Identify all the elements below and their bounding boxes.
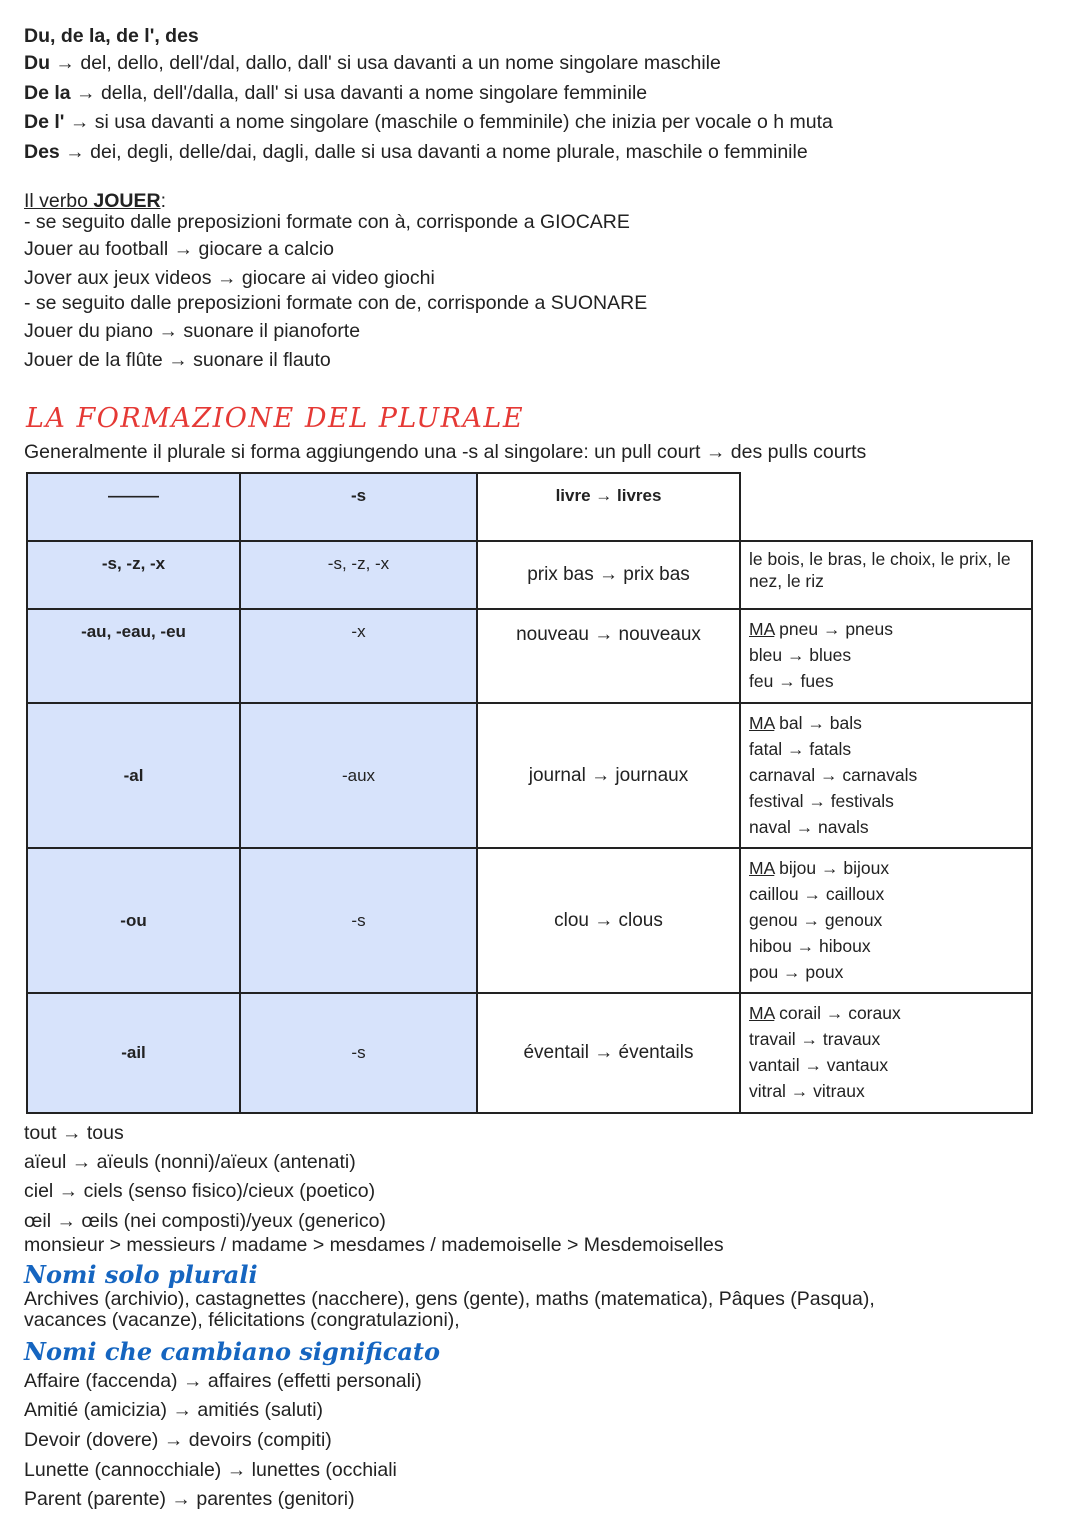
jouer-example: Jouer du piano → suonare il pianoforte xyxy=(24,320,361,342)
arrow-icon: → xyxy=(168,349,188,371)
table-row xyxy=(27,703,1032,848)
plural-cell: -s xyxy=(240,993,477,1113)
arrow-icon: → xyxy=(163,1429,184,1451)
plural-cell: -s, -z, -x xyxy=(240,541,477,609)
ending-cell: -au, -eau, -eu xyxy=(27,609,240,703)
cambiano-heading: Nomi che cambiano significato xyxy=(24,1337,441,1366)
plural-heading: LA FORMAZIONE DEL PLURALE xyxy=(26,403,525,434)
arrow-icon: → xyxy=(158,320,178,342)
cambiano-item: Affaire (faccenda) → affaires (effetti personali) xyxy=(24,1370,422,1392)
ending-cell: -s, -z, -x xyxy=(27,541,240,609)
example-cell: prix bas → prix bas xyxy=(477,541,740,609)
arrow-icon: → xyxy=(171,1488,191,1510)
ending-cell: -ou xyxy=(27,848,240,993)
jouer-example: Jover aux jeux videos → giocare ai video giochi xyxy=(24,267,435,289)
ending-cell: -ail xyxy=(27,993,240,1113)
plural-cell: -aux xyxy=(240,703,477,848)
table-row xyxy=(27,541,1032,609)
example-cell: éventail → éventails xyxy=(477,993,740,1113)
example-cell: journal → journaux xyxy=(477,703,740,848)
solo-plurali-line: vacances (vacanze), félicitations (congratulazioni), xyxy=(24,1309,460,1331)
jouer-example: Jouer au football → giocare a calcio xyxy=(24,238,335,260)
arrow-icon: → xyxy=(173,238,194,260)
article-text: dei, degli, delle/dai, dagli, dalle si usa davanti a nome plurale, maschile o femminile xyxy=(90,141,808,163)
plural-cell: -x xyxy=(240,609,477,703)
arrow-icon: → xyxy=(705,441,726,463)
ending-cell: ——— xyxy=(27,473,240,541)
article-row-du xyxy=(24,51,721,75)
article-term: Du xyxy=(24,52,50,74)
arrow-icon: → xyxy=(172,1399,192,1421)
table-row xyxy=(27,848,1032,993)
ma-exception-label: MA xyxy=(749,858,775,878)
article-row-dela xyxy=(24,81,647,105)
article-term: De l' xyxy=(24,111,65,133)
irregular-plural: aïeul → aïeuls (nonni)/aïeux (antenati) xyxy=(24,1151,356,1173)
notes-cell: MA bal → bals fatal → fatals carnaval → carnavals festival → festivals naval → navals xyxy=(740,703,1032,848)
ma-exception-label: MA xyxy=(749,1003,775,1023)
irregular-plural: œil → œils (nei composti)/yeux (generico) xyxy=(24,1210,386,1232)
arrow-icon: → xyxy=(69,111,90,133)
cambiano-item: Devoir (dovere) → devoirs (compiti) xyxy=(24,1429,332,1451)
arrow-icon: → xyxy=(216,267,237,289)
irregular-plural: monsieur > messieurs / madame > mesdames / mademoiselle > Mesdemoiselles xyxy=(24,1234,724,1256)
notes-cell: MA corail → coraux travail → travaux vantail → vantaux vitral → vitraux xyxy=(740,993,1032,1113)
empty-cell xyxy=(740,473,1032,541)
cambiano-item: Lunette (cannocchiale) → lunettes (occhiali xyxy=(24,1459,397,1481)
irregular-plural: ciel → ciels (senso fisico)/cieux (poetico) xyxy=(24,1180,376,1202)
ending-cell: -al xyxy=(27,703,240,848)
plural-cell: -s xyxy=(240,473,477,541)
jouer-title: Il verbo JOUER: xyxy=(24,190,166,212)
arrow-icon: → xyxy=(182,1370,203,1392)
plural-table xyxy=(26,472,1033,1114)
solo-plurali-heading: Nomi solo plurali xyxy=(24,1260,258,1289)
jouer-rule-1: - se seguito dalle preposizioni formate con à, corrisponde a GIOCARE xyxy=(24,211,630,233)
cambiano-item: Amitié (amicizia) → amitiés (saluti) xyxy=(24,1399,324,1421)
arrow-icon: → xyxy=(55,52,75,74)
article-text: si usa davanti a nome singolare (maschile o femminile) che inizia per vocale o h muta xyxy=(94,111,833,133)
plural-cell: -s xyxy=(240,848,477,993)
article-row-des xyxy=(24,140,808,164)
article-row-del xyxy=(24,110,833,134)
article-term: Des xyxy=(24,141,60,163)
notes-cell: MA pneu → pneus bleu → blues feu → fues xyxy=(740,609,1032,703)
articles-title: Du, de la, de l', des xyxy=(24,25,199,47)
example-cell: clou → clous xyxy=(477,848,740,993)
ma-exception-label: MA xyxy=(749,619,775,639)
table-row xyxy=(27,609,1032,703)
arrow-icon: → xyxy=(226,1459,247,1481)
ma-exception-label: MA xyxy=(749,713,775,733)
arrow-icon: → xyxy=(76,82,96,104)
solo-plurali-line: Archives (archivio), castagnettes (nacchere), gens (gente), maths (matematica), Pâques (Pasqua), xyxy=(24,1288,875,1310)
example-cell: nouveau → nouveaux xyxy=(477,609,740,703)
article-term: De la xyxy=(24,82,71,104)
example-cell: livre → livres xyxy=(477,473,740,541)
notes-cell: le bois, le bras, le choix, le prix, le nez, le riz xyxy=(740,541,1032,609)
cambiano-item: Parent (parente) → parentes (genitori) xyxy=(24,1488,355,1510)
arrow-icon: → xyxy=(65,141,85,163)
table-row xyxy=(27,473,1032,541)
article-text: della, dell'/dalla, dall' si usa davanti a nome singolare femminile xyxy=(100,82,648,104)
notes-cell: MA bijou → bijoux caillou → cailloux genou → genoux hibou → hiboux pou → poux xyxy=(740,848,1032,993)
article-text: del, dello, dell'/dal, dallo, dall' si usa davanti a un nome singolare maschile xyxy=(80,52,721,74)
jouer-example: Jouer de la flûte → suonare il flauto xyxy=(24,349,331,371)
irregular-plural: tout → tous xyxy=(24,1122,124,1144)
jouer-rule-2: - se seguito dalle preposizioni formate con de, corrisponde a SUONARE xyxy=(24,292,648,314)
plural-intro: Generalmente il plurale si forma aggiungendo una -s al singolare: un pull court → des pulls courts xyxy=(24,441,867,463)
table-row xyxy=(27,993,1032,1113)
